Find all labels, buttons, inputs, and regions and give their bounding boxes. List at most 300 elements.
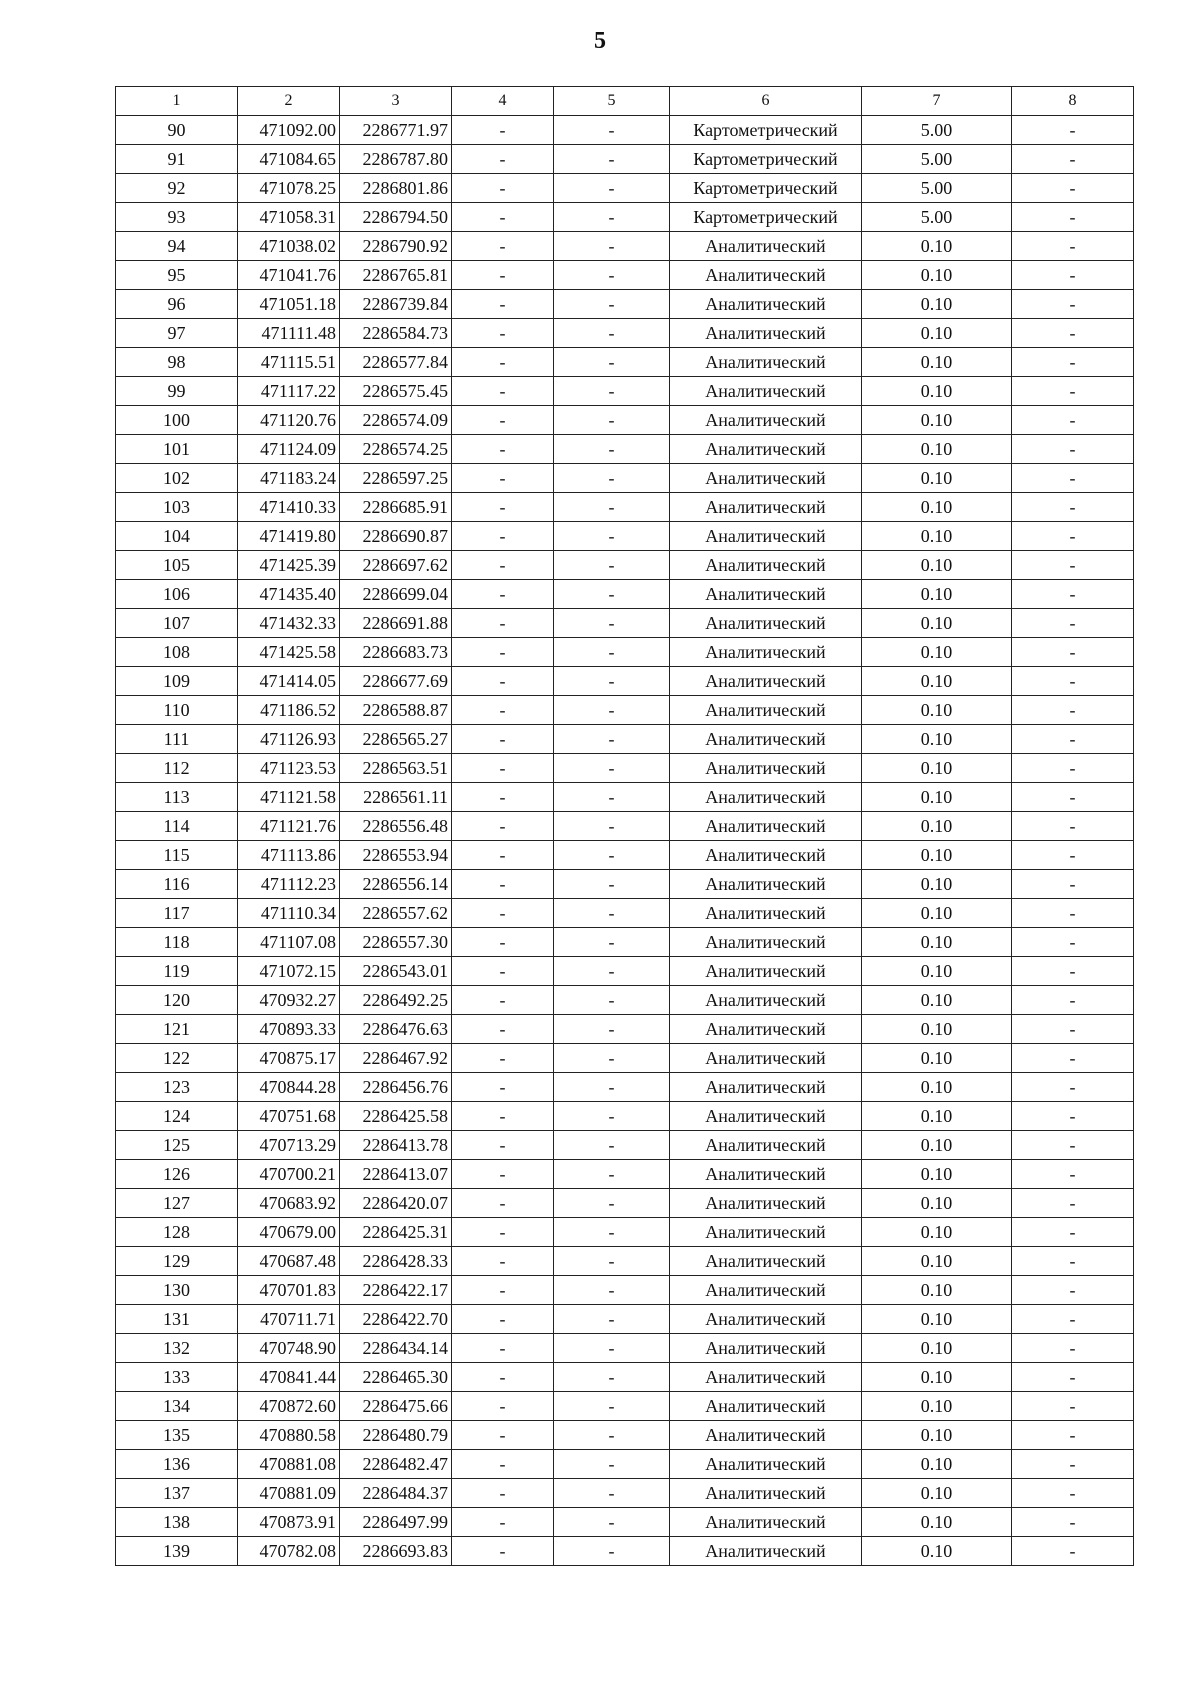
table-row xyxy=(116,1421,1134,1450)
column-5-cell: - xyxy=(554,1189,670,1218)
accuracy-cell: 0.10 xyxy=(862,261,1012,290)
column-8-cell: - xyxy=(1012,870,1134,899)
y-coordinate-cell: 2286557.30 xyxy=(340,928,452,957)
table-row xyxy=(116,377,1134,406)
method-cell: Аналитический xyxy=(670,1015,862,1044)
x-coordinate-cell: 471126.93 xyxy=(238,725,340,754)
column-8-cell: - xyxy=(1012,841,1134,870)
method-cell: Аналитический xyxy=(670,1102,862,1131)
table-row xyxy=(116,812,1134,841)
method-cell: Аналитический xyxy=(670,870,862,899)
point-number-cell: 125 xyxy=(116,1131,238,1160)
column-4-cell: - xyxy=(452,1247,554,1276)
column-4-cell: - xyxy=(452,783,554,812)
table-row xyxy=(116,319,1134,348)
x-coordinate-cell: 470875.17 xyxy=(238,1044,340,1073)
accuracy-cell: 0.10 xyxy=(862,551,1012,580)
column-4-cell: - xyxy=(452,725,554,754)
column-8-cell: - xyxy=(1012,696,1134,725)
y-coordinate-cell: 2286425.31 xyxy=(340,1218,452,1247)
x-coordinate-cell: 471041.76 xyxy=(238,261,340,290)
method-cell: Аналитический xyxy=(670,638,862,667)
table-row xyxy=(116,696,1134,725)
table-row xyxy=(116,725,1134,754)
column-8-cell: - xyxy=(1012,580,1134,609)
point-number-cell: 139 xyxy=(116,1537,238,1566)
point-number-cell: 100 xyxy=(116,406,238,435)
column-4-cell: - xyxy=(452,1044,554,1073)
table-body xyxy=(116,116,1134,1566)
column-8-cell: - xyxy=(1012,638,1134,667)
y-coordinate-cell: 2286677.69 xyxy=(340,667,452,696)
accuracy-cell: 0.10 xyxy=(862,1160,1012,1189)
x-coordinate-cell: 470844.28 xyxy=(238,1073,340,1102)
column-5-cell: - xyxy=(554,522,670,551)
x-coordinate-cell: 471425.58 xyxy=(238,638,340,667)
accuracy-cell: 0.10 xyxy=(862,1276,1012,1305)
x-coordinate-cell: 470873.91 xyxy=(238,1508,340,1537)
y-coordinate-cell: 2286425.58 xyxy=(340,1102,452,1131)
y-coordinate-cell: 2286588.87 xyxy=(340,696,452,725)
accuracy-cell: 5.00 xyxy=(862,203,1012,232)
column-8-cell: - xyxy=(1012,957,1134,986)
method-cell: Картометрический xyxy=(670,116,862,145)
method-cell: Аналитический xyxy=(670,551,862,580)
accuracy-cell: 0.10 xyxy=(862,1015,1012,1044)
y-coordinate-cell: 2286574.09 xyxy=(340,406,452,435)
x-coordinate-cell: 471111.48 xyxy=(238,319,340,348)
column-8-cell: - xyxy=(1012,1189,1134,1218)
accuracy-cell: 0.10 xyxy=(862,1044,1012,1073)
point-number-cell: 126 xyxy=(116,1160,238,1189)
x-coordinate-cell: 470711.71 xyxy=(238,1305,340,1334)
point-number-cell: 129 xyxy=(116,1247,238,1276)
table-row xyxy=(116,261,1134,290)
column-4-cell: - xyxy=(452,754,554,783)
accuracy-cell: 0.10 xyxy=(862,1189,1012,1218)
column-4-cell: - xyxy=(452,928,554,957)
column-5-cell: - xyxy=(554,1508,670,1537)
point-number-cell: 138 xyxy=(116,1508,238,1537)
column-8-cell: - xyxy=(1012,1276,1134,1305)
point-number-cell: 110 xyxy=(116,696,238,725)
column-8-cell: - xyxy=(1012,1363,1134,1392)
header-row xyxy=(116,87,1134,116)
column-5-cell: - xyxy=(554,986,670,1015)
accuracy-cell: 0.10 xyxy=(862,406,1012,435)
accuracy-cell: 0.10 xyxy=(862,435,1012,464)
method-cell: Аналитический xyxy=(670,783,862,812)
column-4-cell: - xyxy=(452,522,554,551)
column-header: 5 xyxy=(554,87,670,116)
method-cell: Аналитический xyxy=(670,580,862,609)
point-number-cell: 103 xyxy=(116,493,238,522)
column-4-cell: - xyxy=(452,551,554,580)
table-row xyxy=(116,1189,1134,1218)
accuracy-cell: 0.10 xyxy=(862,1450,1012,1479)
table-row xyxy=(116,841,1134,870)
column-5-cell: - xyxy=(554,812,670,841)
point-number-cell: 114 xyxy=(116,812,238,841)
y-coordinate-cell: 2286467.92 xyxy=(340,1044,452,1073)
method-cell: Аналитический xyxy=(670,1131,862,1160)
x-coordinate-cell: 471072.15 xyxy=(238,957,340,986)
accuracy-cell: 0.10 xyxy=(862,812,1012,841)
accuracy-cell: 0.10 xyxy=(862,1537,1012,1566)
column-8-cell: - xyxy=(1012,1479,1134,1508)
table-row xyxy=(116,145,1134,174)
table-row xyxy=(116,783,1134,812)
column-5-cell: - xyxy=(554,406,670,435)
column-5-cell: - xyxy=(554,232,670,261)
column-4-cell: - xyxy=(452,1102,554,1131)
table-row xyxy=(116,348,1134,377)
method-cell: Аналитический xyxy=(670,348,862,377)
x-coordinate-cell: 470872.60 xyxy=(238,1392,340,1421)
y-coordinate-cell: 2286771.97 xyxy=(340,116,452,145)
table-row xyxy=(116,754,1134,783)
accuracy-cell: 0.10 xyxy=(862,1392,1012,1421)
column-5-cell: - xyxy=(554,783,670,812)
point-number-cell: 109 xyxy=(116,667,238,696)
column-8-cell: - xyxy=(1012,406,1134,435)
x-coordinate-cell: 471078.25 xyxy=(238,174,340,203)
accuracy-cell: 0.10 xyxy=(862,232,1012,261)
method-cell: Аналитический xyxy=(670,667,862,696)
method-cell: Аналитический xyxy=(670,1276,862,1305)
column-8-cell: - xyxy=(1012,1131,1134,1160)
accuracy-cell: 5.00 xyxy=(862,145,1012,174)
column-4-cell: - xyxy=(452,1160,554,1189)
point-number-cell: 116 xyxy=(116,870,238,899)
column-8-cell: - xyxy=(1012,1160,1134,1189)
method-cell: Аналитический xyxy=(670,406,862,435)
column-4-cell: - xyxy=(452,406,554,435)
y-coordinate-cell: 2286690.87 xyxy=(340,522,452,551)
method-cell: Аналитический xyxy=(670,1073,862,1102)
column-5-cell: - xyxy=(554,1537,670,1566)
accuracy-cell: 0.10 xyxy=(862,609,1012,638)
x-coordinate-cell: 470713.29 xyxy=(238,1131,340,1160)
point-number-cell: 96 xyxy=(116,290,238,319)
accuracy-cell: 0.10 xyxy=(862,290,1012,319)
y-coordinate-cell: 2286685.91 xyxy=(340,493,452,522)
table-row xyxy=(116,928,1134,957)
y-coordinate-cell: 2286691.88 xyxy=(340,609,452,638)
column-4-cell: - xyxy=(452,1218,554,1247)
table-row xyxy=(116,1363,1134,1392)
column-8-cell: - xyxy=(1012,1073,1134,1102)
x-coordinate-cell: 471124.09 xyxy=(238,435,340,464)
point-number-cell: 113 xyxy=(116,783,238,812)
x-coordinate-cell: 470782.08 xyxy=(238,1537,340,1566)
method-cell: Аналитический xyxy=(670,1218,862,1247)
table-row xyxy=(116,203,1134,232)
table-row xyxy=(116,1334,1134,1363)
column-4-cell: - xyxy=(452,232,554,261)
page-number: 5 xyxy=(594,28,606,54)
x-coordinate-cell: 470701.83 xyxy=(238,1276,340,1305)
x-coordinate-cell: 470881.08 xyxy=(238,1450,340,1479)
table-row xyxy=(116,1479,1134,1508)
method-cell: Аналитический xyxy=(670,493,862,522)
table-row xyxy=(116,609,1134,638)
column-4-cell: - xyxy=(452,986,554,1015)
column-8-cell: - xyxy=(1012,1305,1134,1334)
point-number-cell: 99 xyxy=(116,377,238,406)
column-5-cell: - xyxy=(554,725,670,754)
method-cell: Аналитический xyxy=(670,1537,862,1566)
y-coordinate-cell: 2286422.17 xyxy=(340,1276,452,1305)
column-4-cell: - xyxy=(452,377,554,406)
column-8-cell: - xyxy=(1012,1450,1134,1479)
method-cell: Аналитический xyxy=(670,1450,862,1479)
column-5-cell: - xyxy=(554,464,670,493)
column-5-cell: - xyxy=(554,1131,670,1160)
column-5-cell: - xyxy=(554,348,670,377)
column-8-cell: - xyxy=(1012,348,1134,377)
point-number-cell: 127 xyxy=(116,1189,238,1218)
point-number-cell: 124 xyxy=(116,1102,238,1131)
x-coordinate-cell: 471432.33 xyxy=(238,609,340,638)
table-row xyxy=(116,1392,1134,1421)
x-coordinate-cell: 471414.05 xyxy=(238,667,340,696)
column-4-cell: - xyxy=(452,319,554,348)
column-4-cell: - xyxy=(452,609,554,638)
point-number-cell: 117 xyxy=(116,899,238,928)
column-4-cell: - xyxy=(452,1450,554,1479)
accuracy-cell: 0.10 xyxy=(862,841,1012,870)
y-coordinate-cell: 2286699.04 xyxy=(340,580,452,609)
x-coordinate-cell: 470748.90 xyxy=(238,1334,340,1363)
column-4-cell: - xyxy=(452,1421,554,1450)
y-coordinate-cell: 2286553.94 xyxy=(340,841,452,870)
coordinates-table xyxy=(115,86,1134,1566)
method-cell: Аналитический xyxy=(670,841,862,870)
accuracy-cell: 0.10 xyxy=(862,1334,1012,1363)
column-4-cell: - xyxy=(452,203,554,232)
method-cell: Картометрический xyxy=(670,203,862,232)
column-8-cell: - xyxy=(1012,1392,1134,1421)
column-5-cell: - xyxy=(554,754,670,783)
table-row xyxy=(116,435,1134,464)
point-number-cell: 128 xyxy=(116,1218,238,1247)
accuracy-cell: 0.10 xyxy=(862,667,1012,696)
x-coordinate-cell: 471117.22 xyxy=(238,377,340,406)
point-number-cell: 119 xyxy=(116,957,238,986)
column-5-cell: - xyxy=(554,1160,670,1189)
x-coordinate-cell: 471112.23 xyxy=(238,870,340,899)
method-cell: Аналитический xyxy=(670,522,862,551)
method-cell: Аналитический xyxy=(670,812,862,841)
y-coordinate-cell: 2286420.07 xyxy=(340,1189,452,1218)
column-4-cell: - xyxy=(452,290,554,319)
column-8-cell: - xyxy=(1012,464,1134,493)
method-cell: Картометрический xyxy=(670,145,862,174)
table-row xyxy=(116,290,1134,319)
accuracy-cell: 0.10 xyxy=(862,870,1012,899)
table-row xyxy=(116,667,1134,696)
column-8-cell: - xyxy=(1012,377,1134,406)
x-coordinate-cell: 471051.18 xyxy=(238,290,340,319)
table-row xyxy=(116,493,1134,522)
accuracy-cell: 0.10 xyxy=(862,522,1012,551)
accuracy-cell: 0.10 xyxy=(862,1247,1012,1276)
column-5-cell: - xyxy=(554,928,670,957)
table-row xyxy=(116,899,1134,928)
method-cell: Аналитический xyxy=(670,725,862,754)
point-number-cell: 132 xyxy=(116,1334,238,1363)
column-4-cell: - xyxy=(452,1479,554,1508)
method-cell: Аналитический xyxy=(670,1421,862,1450)
accuracy-cell: 0.10 xyxy=(862,725,1012,754)
column-4-cell: - xyxy=(452,1537,554,1566)
accuracy-cell: 0.10 xyxy=(862,1421,1012,1450)
method-cell: Аналитический xyxy=(670,899,862,928)
table-row xyxy=(116,464,1134,493)
x-coordinate-cell: 471038.02 xyxy=(238,232,340,261)
point-number-cell: 133 xyxy=(116,1363,238,1392)
column-8-cell: - xyxy=(1012,203,1134,232)
y-coordinate-cell: 2286556.14 xyxy=(340,870,452,899)
y-coordinate-cell: 2286697.62 xyxy=(340,551,452,580)
column-8-cell: - xyxy=(1012,522,1134,551)
y-coordinate-cell: 2286422.70 xyxy=(340,1305,452,1334)
column-5-cell: - xyxy=(554,667,670,696)
column-5-cell: - xyxy=(554,1247,670,1276)
y-coordinate-cell: 2286561.11 xyxy=(340,783,452,812)
column-8-cell: - xyxy=(1012,1334,1134,1363)
column-8-cell: - xyxy=(1012,812,1134,841)
x-coordinate-cell: 470893.33 xyxy=(238,1015,340,1044)
y-coordinate-cell: 2286413.07 xyxy=(340,1160,452,1189)
column-4-cell: - xyxy=(452,435,554,464)
method-cell: Аналитический xyxy=(670,1508,862,1537)
column-5-cell: - xyxy=(554,1102,670,1131)
y-coordinate-cell: 2286794.50 xyxy=(340,203,452,232)
x-coordinate-cell: 471107.08 xyxy=(238,928,340,957)
column-5-cell: - xyxy=(554,609,670,638)
column-4-cell: - xyxy=(452,638,554,667)
accuracy-cell: 0.10 xyxy=(862,348,1012,377)
point-number-cell: 130 xyxy=(116,1276,238,1305)
table-row xyxy=(116,1102,1134,1131)
x-coordinate-cell: 470932.27 xyxy=(238,986,340,1015)
method-cell: Аналитический xyxy=(670,1247,862,1276)
method-cell: Аналитический xyxy=(670,377,862,406)
table-row xyxy=(116,1218,1134,1247)
x-coordinate-cell: 471058.31 xyxy=(238,203,340,232)
y-coordinate-cell: 2286476.63 xyxy=(340,1015,452,1044)
column-8-cell: - xyxy=(1012,435,1134,464)
x-coordinate-cell: 471419.80 xyxy=(238,522,340,551)
column-4-cell: - xyxy=(452,1189,554,1218)
y-coordinate-cell: 2286577.84 xyxy=(340,348,452,377)
column-5-cell: - xyxy=(554,493,670,522)
method-cell: Аналитический xyxy=(670,1305,862,1334)
method-cell: Аналитический xyxy=(670,1160,862,1189)
accuracy-cell: 0.10 xyxy=(862,928,1012,957)
accuracy-cell: 0.10 xyxy=(862,754,1012,783)
point-number-cell: 137 xyxy=(116,1479,238,1508)
column-5-cell: - xyxy=(554,116,670,145)
column-4-cell: - xyxy=(452,174,554,203)
column-8-cell: - xyxy=(1012,725,1134,754)
accuracy-cell: 0.10 xyxy=(862,1131,1012,1160)
method-cell: Аналитический xyxy=(670,319,862,348)
column-4-cell: - xyxy=(452,696,554,725)
x-coordinate-cell: 470751.68 xyxy=(238,1102,340,1131)
x-coordinate-cell: 471121.76 xyxy=(238,812,340,841)
column-4-cell: - xyxy=(452,667,554,696)
column-5-cell: - xyxy=(554,870,670,899)
point-number-cell: 95 xyxy=(116,261,238,290)
accuracy-cell: 0.10 xyxy=(862,1305,1012,1334)
x-coordinate-cell: 471425.39 xyxy=(238,551,340,580)
column-5-cell: - xyxy=(554,1479,670,1508)
column-4-cell: - xyxy=(452,116,554,145)
column-8-cell: - xyxy=(1012,783,1134,812)
accuracy-cell: 0.10 xyxy=(862,319,1012,348)
column-5-cell: - xyxy=(554,841,670,870)
column-5-cell: - xyxy=(554,957,670,986)
method-cell: Аналитический xyxy=(670,435,862,464)
column-8-cell: - xyxy=(1012,667,1134,696)
column-5-cell: - xyxy=(554,174,670,203)
method-cell: Аналитический xyxy=(670,1334,862,1363)
column-8-cell: - xyxy=(1012,1508,1134,1537)
x-coordinate-cell: 471120.76 xyxy=(238,406,340,435)
accuracy-cell: 0.10 xyxy=(862,1218,1012,1247)
table-row xyxy=(116,870,1134,899)
accuracy-cell: 0.10 xyxy=(862,696,1012,725)
column-5-cell: - xyxy=(554,203,670,232)
point-number-cell: 92 xyxy=(116,174,238,203)
point-number-cell: 112 xyxy=(116,754,238,783)
point-number-cell: 98 xyxy=(116,348,238,377)
accuracy-cell: 0.10 xyxy=(862,638,1012,667)
method-cell: Аналитический xyxy=(670,696,862,725)
method-cell: Аналитический xyxy=(670,1392,862,1421)
y-coordinate-cell: 2286765.81 xyxy=(340,261,452,290)
table-row xyxy=(116,406,1134,435)
column-8-cell: - xyxy=(1012,928,1134,957)
column-8-cell: - xyxy=(1012,261,1134,290)
method-cell: Аналитический xyxy=(670,754,862,783)
table-row xyxy=(116,580,1134,609)
column-8-cell: - xyxy=(1012,1218,1134,1247)
column-8-cell: - xyxy=(1012,145,1134,174)
column-5-cell: - xyxy=(554,1450,670,1479)
y-coordinate-cell: 2286465.30 xyxy=(340,1363,452,1392)
column-8-cell: - xyxy=(1012,319,1134,348)
column-8-cell: - xyxy=(1012,116,1134,145)
point-number-cell: 106 xyxy=(116,580,238,609)
method-cell: Аналитический xyxy=(670,928,862,957)
column-8-cell: - xyxy=(1012,1421,1134,1450)
column-4-cell: - xyxy=(452,812,554,841)
table-row xyxy=(116,1450,1134,1479)
x-coordinate-cell: 471113.86 xyxy=(238,841,340,870)
column-4-cell: - xyxy=(452,1392,554,1421)
column-header: 1 xyxy=(116,87,238,116)
point-number-cell: 102 xyxy=(116,464,238,493)
column-4-cell: - xyxy=(452,580,554,609)
y-coordinate-cell: 2286543.01 xyxy=(340,957,452,986)
column-5-cell: - xyxy=(554,319,670,348)
column-5-cell: - xyxy=(554,1073,670,1102)
method-cell: Аналитический xyxy=(670,232,862,261)
